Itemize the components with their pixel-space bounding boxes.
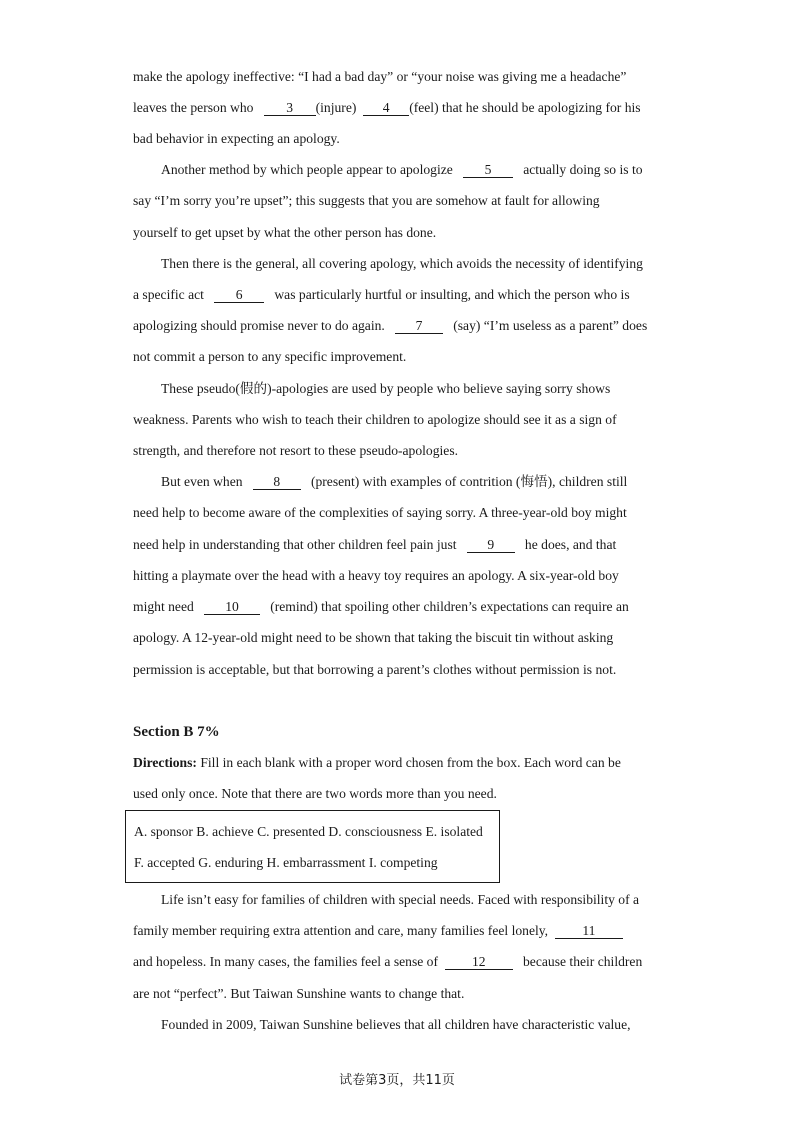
blank-8[interactable]: 8: [253, 474, 301, 490]
word-bank-box: [125, 810, 500, 883]
blank-5[interactable]: 5: [463, 162, 513, 178]
passage-line: [161, 1016, 631, 1034]
text: hitting a playmate over the head with a heavy toy requires an apology. A six-year-old boy: [133, 568, 619, 583]
text: make the apology ineffective: “I had a bad day” or “your noise was giving me a headache”: [133, 69, 627, 84]
passage-line: [133, 598, 629, 616]
passage-line: [161, 891, 639, 909]
text: not commit a person to any specific improvement.: [133, 349, 407, 364]
blank-4[interactable]: 4: [363, 100, 409, 116]
text: family member requiring extra attention and care, many families feel lonely,: [133, 923, 549, 938]
passage-line: [133, 922, 623, 940]
blank-9[interactable]: 9: [467, 537, 515, 553]
word-bank-row: F. accepted G. enduring H. embarrassment I. competing: [134, 855, 438, 870]
text: a specific act: [133, 287, 204, 302]
text: was particularly hurtful or insulting, and which the person who is: [274, 287, 630, 302]
passage-line: [133, 224, 436, 242]
text: Founded in 2009, Taiwan Sunshine believes that all children have characteristic value,: [161, 1017, 631, 1032]
passage-line: [161, 473, 627, 491]
blank-7[interactable]: 7: [395, 318, 443, 334]
blank-3[interactable]: 3: [264, 100, 316, 116]
text: leaves the person who: [133, 100, 254, 115]
blank-11[interactable]: 11: [555, 923, 623, 939]
passage-line: [133, 286, 630, 304]
text: might need: [133, 599, 194, 614]
text: need help in understanding that other children feel pain just: [133, 537, 457, 552]
text: and hopeless. In many cases, the families feel a sense of: [133, 954, 438, 969]
text: Fill in each blank with a proper word chosen from the box. Each word can be: [200, 755, 621, 770]
passage-line: [161, 161, 643, 179]
text: yourself to get upset by what the other person has done.: [133, 225, 437, 240]
passage-line: [133, 130, 340, 148]
blank-12[interactable]: 12: [445, 954, 513, 970]
passage-line: [133, 985, 464, 1003]
text: Life isn’t easy for families of children with special needs. Faced with responsibility of a: [161, 892, 640, 907]
directions-label: Directions:: [133, 755, 197, 770]
text: bad behavior in expecting an apology.: [133, 131, 340, 146]
passage-line: [161, 255, 643, 273]
directions-line: [133, 754, 621, 772]
passage-line: [133, 953, 642, 971]
passage-line: [133, 68, 626, 86]
text: (feel) that he should be apologizing for his: [409, 100, 641, 115]
text: (injure): [315, 100, 357, 115]
directions-line: [133, 785, 497, 803]
text: actually doing so is to: [523, 162, 643, 177]
text: apology. A 12-year-old might need to be shown that taking the biscuit tin without asking: [133, 630, 614, 645]
text: because their children: [523, 954, 643, 969]
text: (present) with examples of contrition (悔悟), children still: [310, 474, 628, 489]
text: he does, and that: [524, 537, 617, 552]
word-bank-row: A. sponsor B. achieve C. presented D. consciousness E. isolated: [134, 824, 483, 839]
passage-line: [133, 317, 647, 335]
text: permission is acceptable, but that borrowing a parent’s clothes without permission is not.: [133, 662, 617, 677]
passage-line: [133, 192, 600, 210]
passage-line: [133, 411, 617, 429]
passage-line: [133, 661, 616, 679]
section-heading: Section B 7%: [133, 724, 220, 740]
text: Then there is the general, all covering apology, which avoids the necessity of identifying: [161, 256, 643, 271]
text: say “I’m sorry you’re upset”; this suggests that you are somehow at fault for allowing: [133, 193, 600, 208]
page-footer: 试卷第3页，共11页: [339, 1073, 455, 1088]
text: (say) “I’m useless as a parent” does: [453, 318, 648, 333]
passage-line: [133, 99, 641, 117]
blank-6[interactable]: 6: [214, 287, 264, 303]
text: apologizing should promise never to do again.: [133, 318, 385, 333]
passage-line: [133, 567, 619, 585]
text: Another method by which people appear to apologize: [161, 162, 453, 177]
text: But even when: [161, 474, 243, 489]
text: are not “perfect”. But Taiwan Sunshine wants to change that.: [133, 986, 465, 1001]
passage-line: [133, 504, 627, 522]
blank-10[interactable]: 10: [204, 599, 260, 615]
passage-line: [161, 380, 610, 398]
text: weakness. Parents who wish to teach their children to apologize should see it as a sign of: [133, 412, 617, 427]
passage-line: [133, 348, 406, 366]
text: These pseudo(假的)-apologies are used by people who believe saying sorry shows: [161, 381, 611, 396]
text: (remind) that spoiling other children’s expectations can require an: [270, 599, 629, 614]
passage-line: [133, 536, 616, 554]
passage-line: [133, 442, 458, 460]
text: need help to become aware of the complexities of saying sorry. A three-year-old boy might: [133, 505, 627, 520]
text: used only once. Note that there are two words more than you need.: [133, 786, 497, 801]
text: strength, and therefore not resort to these pseudo-apologies.: [133, 443, 459, 458]
passage-line: [133, 629, 613, 647]
